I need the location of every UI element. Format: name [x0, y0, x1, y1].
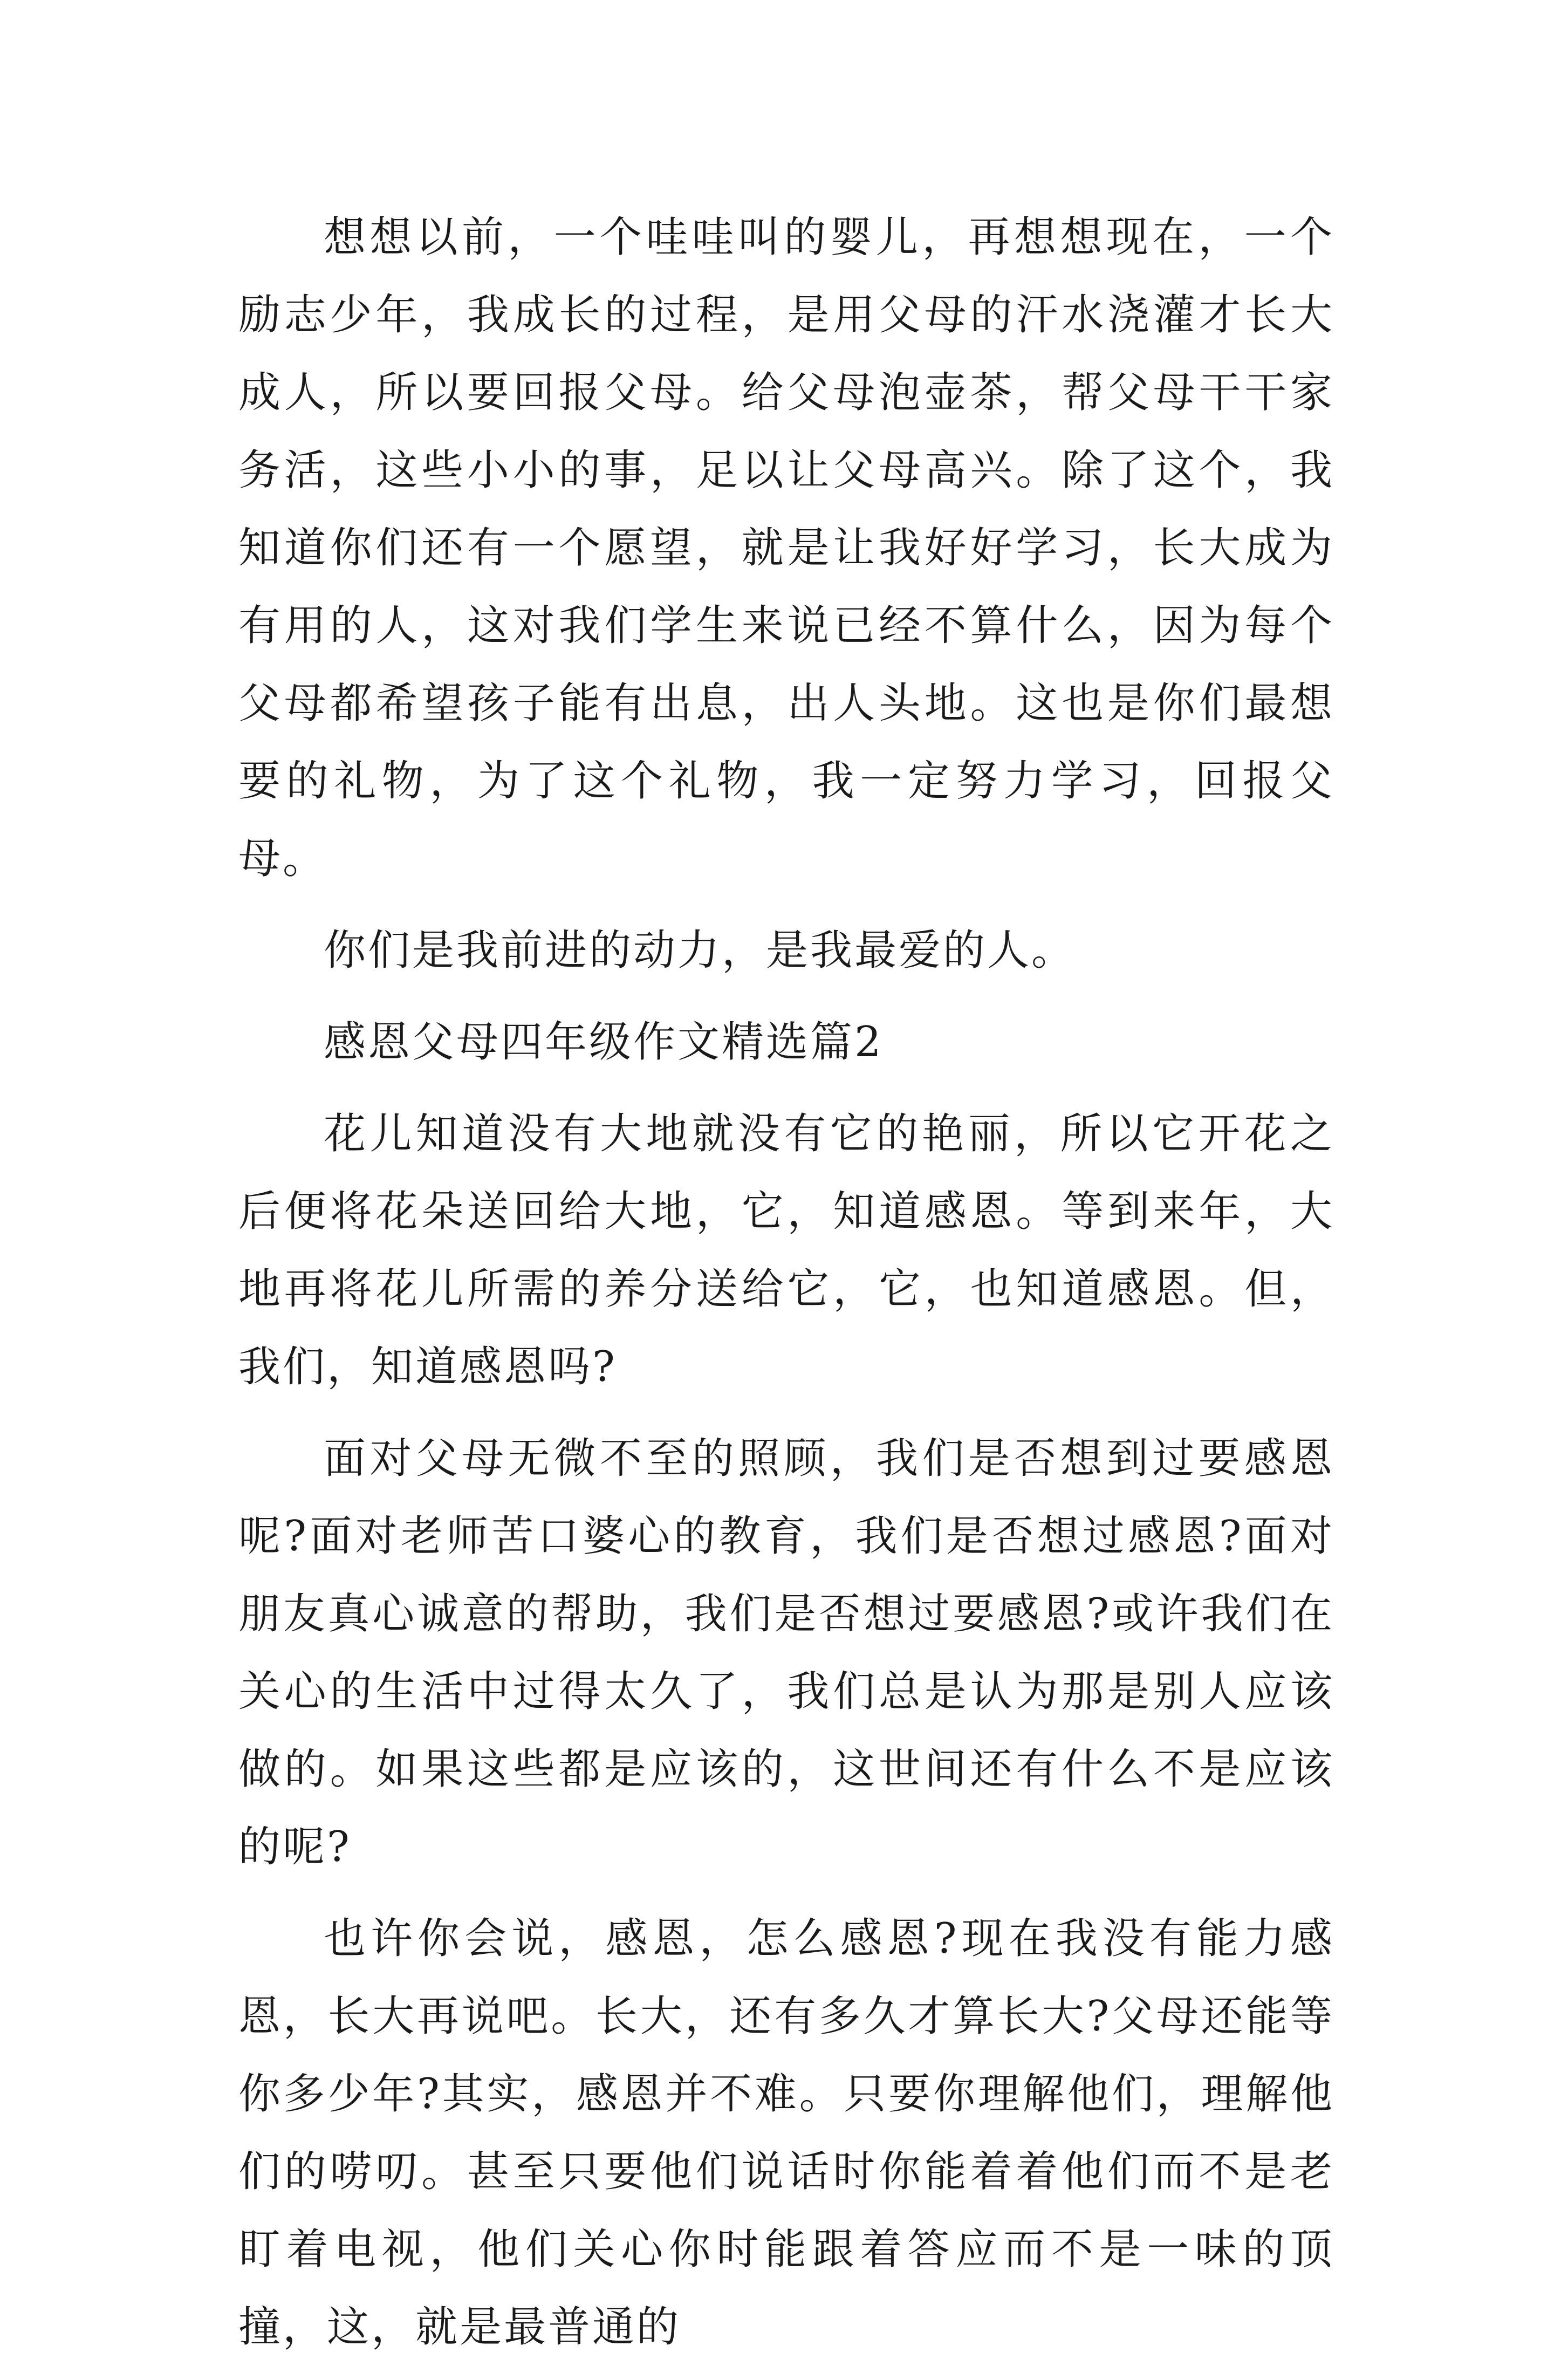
paragraph-2: 你们是我前进的动力，是我最爱的人。 — [324, 926, 1076, 975]
paragraph-3: 花儿知道没有大地就没有它的艳丽，所以它开花之后便将花朵送回给大地，它，知道感恩。等到来年，大地再将花儿所需的养分送给它，它，也知道感恩。但，我们，知道感恩吗? — [238, 1110, 1334, 1391]
document-body — [238, 199, 1334, 2380]
section-title: 感恩父母四年级作文精选篇2 — [324, 1018, 884, 1066]
paragraph-1: 想想以前，一个哇哇叫的婴儿，再想想现在，一个励志少年，我成长的过程，是用父母的汗水浇灌才长大成人，所以要回报父母。给父母泡壶茶，帮父母干干家务活，这些小小的事，足以让父母高兴。除了这个，我知道你们还有一个愿望，就是让我好好学习，长大成为有用的人，这对我们学生来说已经不算什么，因为每个父母都希望孩子能有出息，出人头地。这也是你们最想要的礼物，为了这个礼物，我一定努力学习，回报父母。 — [238, 213, 1334, 883]
paragraph-5: 也许你会说，感恩，怎么感恩?现在我没有能力感恩，长大再说吧。长大，还有多久才算长大?父母还能等你多少年?其实，感恩并不难。只要你理解他们，理解他们的唠叨。甚至只要他们说话时你能着着他们而不是老盯着电视，他们关心你时能跟着答应而不是一味的顶撞，这，就是最普通的 — [238, 1914, 1334, 2351]
paragraph-4: 面对父母无微不至的照顾，我们是否想到过要感恩呢?面对老师苦口婆心的教育，我们是否想过感恩?面对朋友真心诚意的帮助，我们是否想过要感恩?或许我们在关心的生活中过得太久了，我们总是认为那是别人应该做的。如果这些都是应该的，这世间还有什么不是应该的呢? — [238, 1434, 1334, 1871]
